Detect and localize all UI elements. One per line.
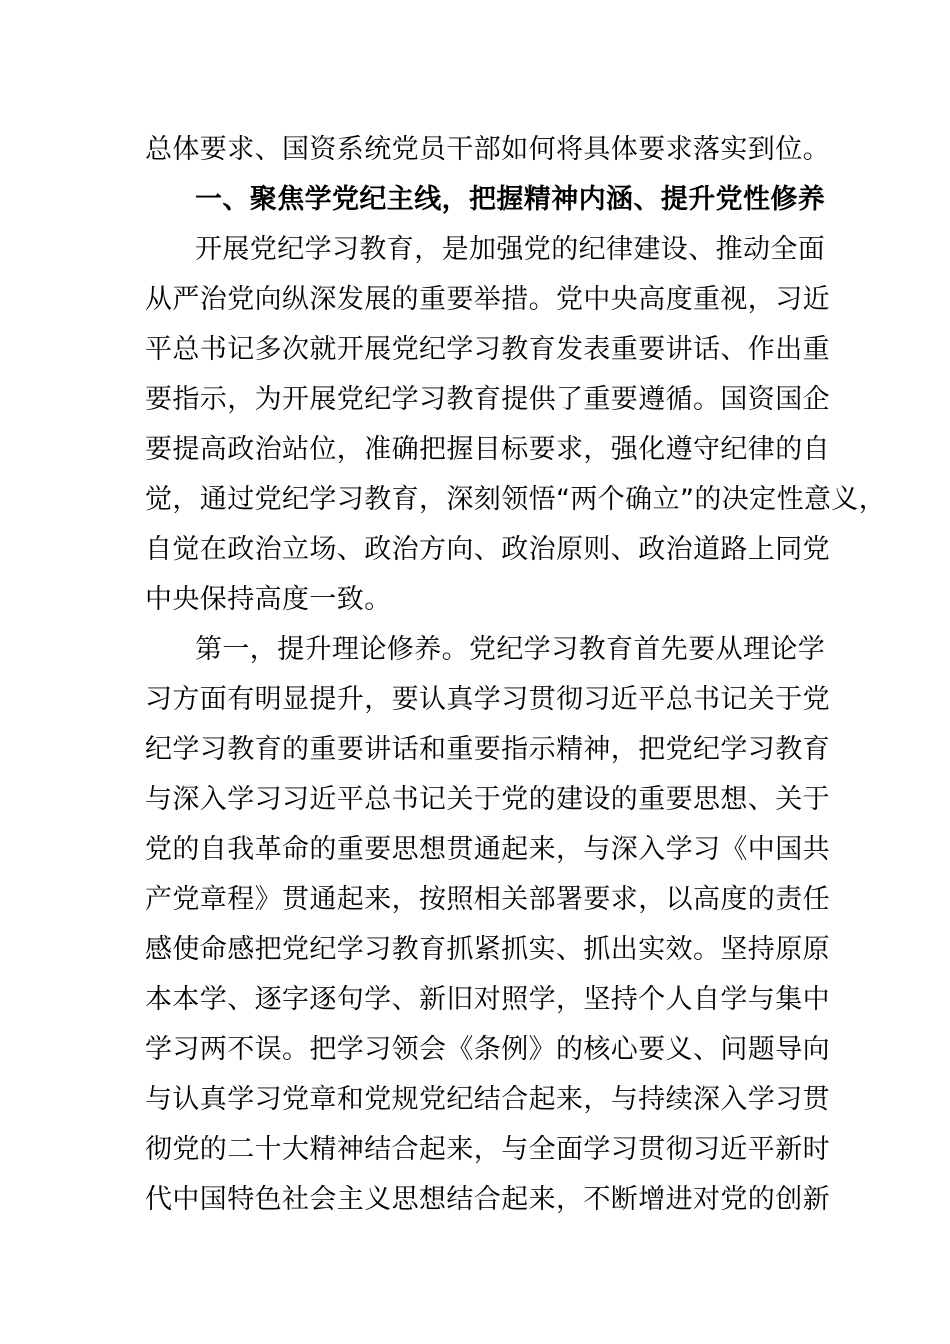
- text-line: 感使命感把党纪学习教育抓紧抓实、抓出实效。坚持原原: [145, 934, 830, 965]
- text-line: 总体要求、国资系统党员干部如何将具体要求落实到位。: [145, 134, 830, 165]
- text-line: 纪学习教育的重要讲话和重要指示精神，把党纪学习教育: [145, 734, 830, 765]
- text-line: 自觉在政治立场、政治方向、政治原则、政治道路上同党: [145, 534, 830, 565]
- text-line: 本本学、逐字逐句学、新旧对照学，坚持个人自学与集中: [145, 984, 830, 1015]
- text-line: 从严治党向纵深发展的重要举措。党中央高度重视，习近: [145, 284, 830, 315]
- text-line: 产党章程》贯通起来，按照相关部署要求，以高度的责任: [145, 884, 830, 915]
- text-line: 彻党的二十大精神结合起来，与全面学习贯彻习近平新时: [145, 1134, 830, 1165]
- text-line: 习方面有明显提升，要认真学习贯彻习近平总书记关于党: [145, 684, 830, 715]
- text-line: 党的自我革命的重要思想贯通起来，与深入学习《中国共: [145, 834, 830, 865]
- paragraph-first-line: 开展党纪学习教育，是加强党的纪律建设、推动全面: [195, 234, 826, 265]
- text-line: 要指示，为开展党纪学习教育提供了重要遵循。国资国企: [145, 384, 830, 415]
- text-line: 与认真学习党章和党规党纪结合起来，与持续深入学习贯: [145, 1084, 830, 1115]
- section-heading: 一、聚焦学党纪主线，把握精神内涵、提升党性修养: [195, 184, 826, 215]
- text-line: 代中国特色社会主义思想结合起来，不断增进对党的创新: [145, 1184, 830, 1215]
- text-line: 与深入学习习近平总书记关于党的建设的重要思想、关于: [145, 784, 830, 815]
- text-line: 平总书记多次就开展党纪学习教育发表重要讲话、作出重: [145, 334, 830, 365]
- paragraph-first-line: 第一，提升理论修养。党纪学习教育首先要从理论学: [195, 634, 826, 665]
- text-line: 中央保持高度一致。: [145, 584, 392, 615]
- text-line: 学习两不误。把学习领会《条例》的核心要义、问题导向: [145, 1034, 830, 1065]
- text-line: 觉，通过党纪学习教育，深刻领悟“两个确立”的决定性意义，: [145, 484, 887, 515]
- text-line: 要提高政治站位，准确把握目标要求，强化遵守纪律的自: [145, 434, 830, 465]
